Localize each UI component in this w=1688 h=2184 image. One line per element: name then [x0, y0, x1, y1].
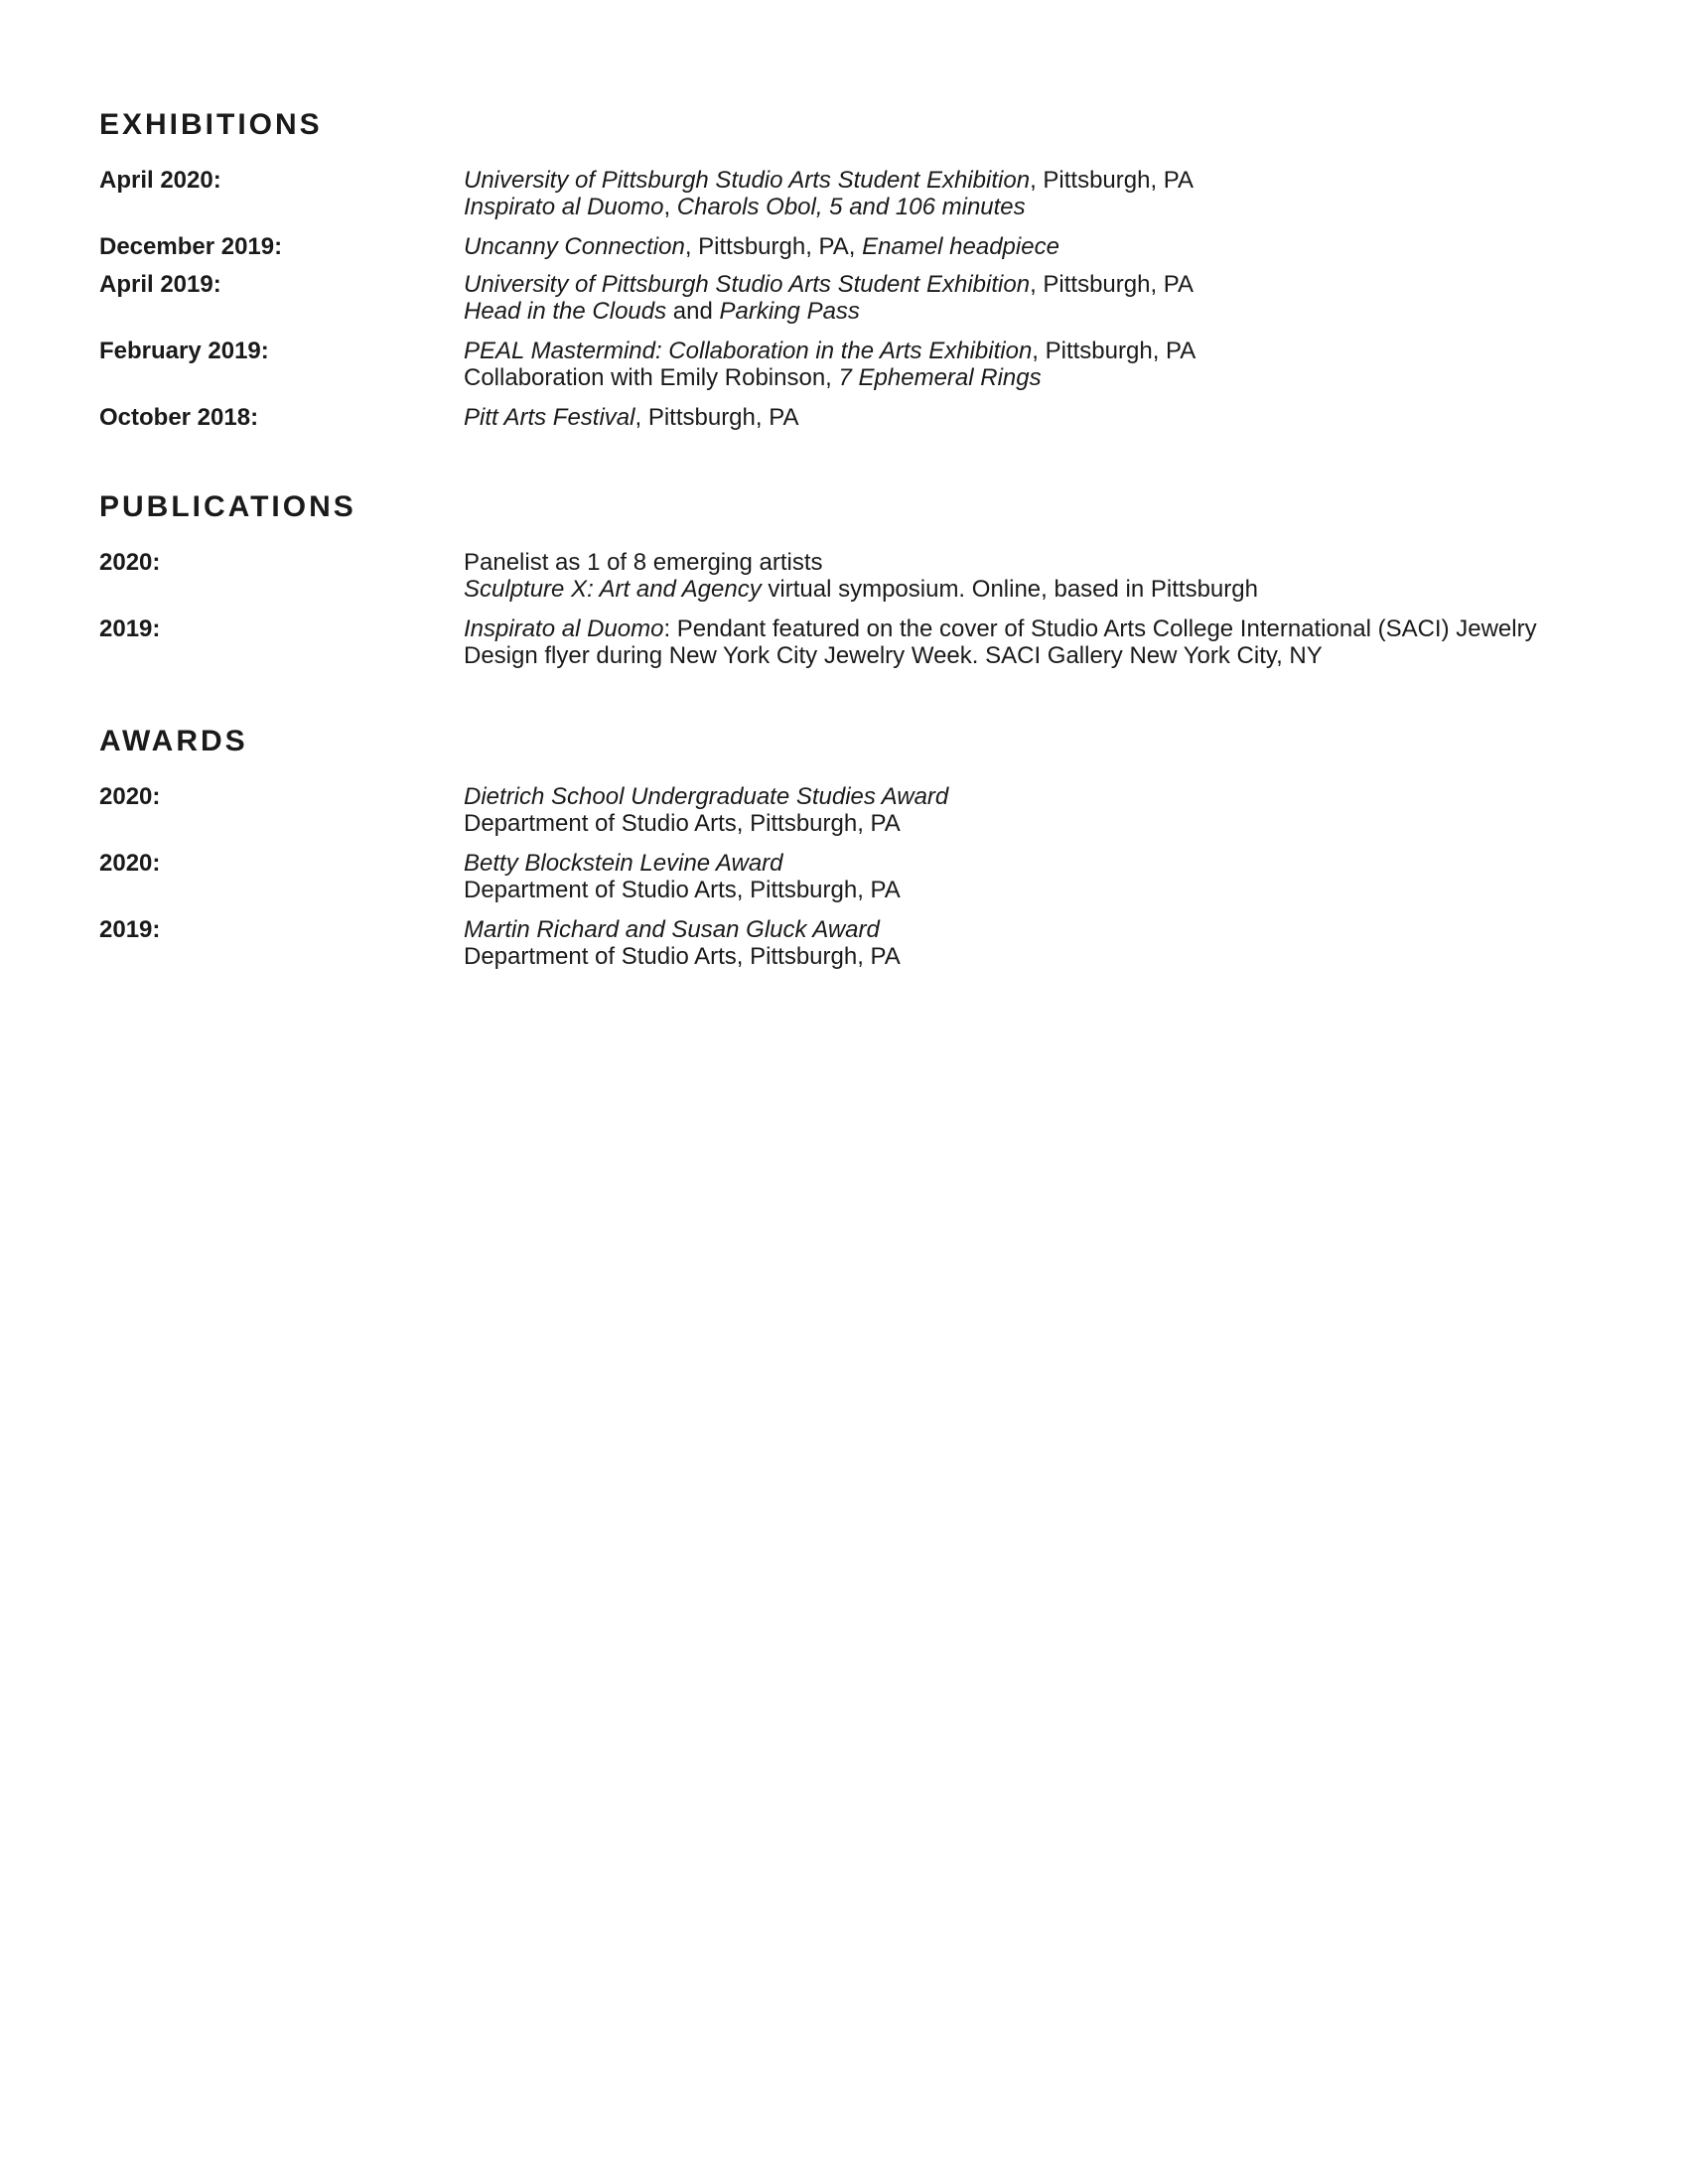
publication-entry [99, 549, 1609, 603]
entry-date: 2020: [99, 549, 161, 576]
award-title: Martin Richard and Susan Gluck Award [464, 916, 880, 943]
entry-description [464, 850, 1609, 903]
publications-section [99, 489, 1609, 682]
exhibition-entry [99, 271, 1609, 325]
awards-heading: AWARDS [99, 725, 248, 757]
entry-description [464, 338, 1609, 391]
exhibition-entry [99, 167, 1609, 220]
entry-text: and [666, 298, 720, 325]
entry-line [464, 877, 1609, 903]
work-title: Inspirato al Duomo [464, 194, 664, 220]
entry-description [464, 404, 1609, 431]
entry-line [464, 943, 1609, 970]
entry-line [464, 298, 1609, 325]
exhibitions-heading: EXHIBITIONS [99, 108, 323, 141]
entry-text: Department of Studio Arts, Pittsburgh, PA [464, 810, 901, 837]
event-title: Sculpture X: Art and Agency [464, 576, 762, 603]
entry-line [464, 271, 1609, 298]
entry-line [464, 338, 1609, 364]
entry-text: Department of Studio Arts, Pittsburgh, PA [464, 943, 901, 970]
entry-text: , Pittsburgh, PA [1030, 271, 1195, 298]
entry-line [464, 404, 1609, 431]
entry-text: Collaboration with Emily Robinson, [464, 364, 839, 391]
entry-date: October 2018: [99, 404, 259, 431]
entry-date: February 2019: [99, 338, 269, 364]
entry-date: 2019: [99, 615, 161, 642]
award-entry [99, 916, 1609, 970]
entry-date: 2020: [99, 783, 161, 810]
publication-entry [99, 615, 1609, 669]
entry-date: 2020: [99, 850, 161, 877]
entry-description [464, 167, 1609, 220]
entry-date: 2019: [99, 916, 161, 943]
entry-line [464, 167, 1609, 194]
publications-heading: PUBLICATIONS [99, 490, 356, 523]
entry-description [464, 783, 1609, 837]
entry-line [464, 194, 1609, 220]
entry-text: Department of Studio Arts, Pittsburgh, PA [464, 877, 901, 903]
entry-text: , Pittsburgh, PA, [684, 233, 863, 260]
entry-text: : Pendant featured on the cover of Studio Arts College International (SACI) Jewelry [663, 615, 1537, 642]
entry-date: December 2019: [99, 233, 283, 260]
exhibition-title: Uncanny Connection [464, 233, 685, 260]
entry-line [464, 615, 1609, 642]
entry-line [464, 783, 1609, 810]
entry-description [464, 233, 1609, 260]
entry-line [464, 576, 1609, 603]
entry-text: , [663, 194, 677, 220]
exhibition-entry [99, 404, 1609, 431]
entry-line [464, 850, 1609, 877]
awards-section [99, 724, 1609, 983]
exhibitions-section [99, 107, 1609, 444]
work-title: 7 Ephemeral Rings [838, 364, 1042, 391]
award-entry [99, 783, 1609, 837]
exhibition-title: University of Pittsburgh Studio Arts Student Exhibition [464, 167, 1031, 194]
entry-description [464, 549, 1609, 603]
award-title: Betty Blockstein Levine Award [464, 850, 783, 877]
exhibition-entry [99, 338, 1609, 391]
entry-line [464, 810, 1609, 837]
work-title: Enamel headpiece [862, 233, 1059, 260]
award-entry [99, 850, 1609, 903]
entry-description [464, 615, 1609, 669]
entry-text: , Pittsburgh, PA [1030, 167, 1195, 194]
entry-line [464, 233, 1609, 260]
work-title: Charols Obol, 5 and 106 minutes [676, 194, 1026, 220]
entry-line [464, 549, 1609, 576]
entry-text: virtual symposium. Online, based in Pittsburgh [761, 576, 1258, 603]
entry-line [464, 642, 1609, 669]
exhibition-title: Pitt Arts Festival [464, 404, 635, 431]
work-title: Parking Pass [719, 298, 860, 325]
award-title: Dietrich School Undergraduate Studies Award [464, 783, 949, 810]
exhibition-entry [99, 233, 1609, 260]
work-title: Head in the Clouds [464, 298, 667, 325]
entry-text: Panelist as 1 of 8 emerging artists [464, 549, 823, 576]
exhibition-title: PEAL Mastermind: Collaboration in the Arts Exhibition [464, 338, 1033, 364]
entry-date: April 2020: [99, 167, 221, 194]
entry-description [464, 916, 1609, 970]
entry-text: Design flyer during New York City Jewelry Week. SACI Gallery New York City, NY [464, 642, 1323, 669]
entry-line [464, 916, 1609, 943]
exhibition-title: University of Pittsburgh Studio Arts Student Exhibition [464, 271, 1031, 298]
work-title: Inspirato al Duomo [464, 615, 664, 642]
entry-line [464, 364, 1609, 391]
entry-date: April 2019: [99, 271, 221, 298]
entry-description [464, 271, 1609, 325]
entry-text: , Pittsburgh, PA [1032, 338, 1196, 364]
entry-text: , Pittsburgh, PA [634, 404, 799, 431]
